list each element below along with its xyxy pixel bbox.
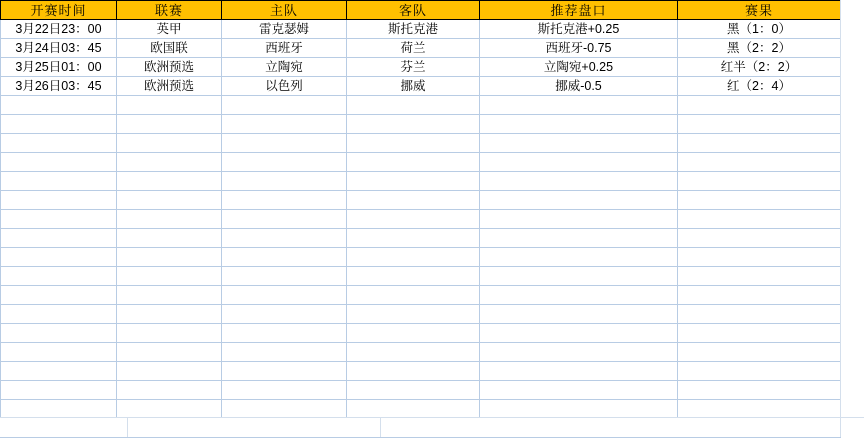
cell-empty bbox=[480, 229, 678, 248]
cell-empty bbox=[678, 400, 841, 419]
cell-empty bbox=[222, 343, 347, 362]
cell-empty bbox=[222, 267, 347, 286]
cell-result: 黑（1：0） bbox=[678, 20, 841, 39]
cell-empty bbox=[480, 267, 678, 286]
cell-empty bbox=[347, 362, 480, 381]
cell-empty bbox=[678, 191, 841, 210]
cell-empty bbox=[1, 210, 117, 229]
table-row-empty[interactable] bbox=[1, 381, 841, 400]
cell-empty bbox=[222, 286, 347, 305]
cell-empty bbox=[347, 267, 480, 286]
table-row-empty[interactable] bbox=[1, 229, 841, 248]
cell-away: 挪威 bbox=[347, 77, 480, 96]
cell-empty bbox=[222, 172, 347, 191]
cell-handicap: 西班牙-0.75 bbox=[480, 39, 678, 58]
cell-empty bbox=[117, 96, 222, 115]
cell-empty bbox=[1, 343, 117, 362]
cell-empty bbox=[678, 172, 841, 191]
cell-result: 红半（2：2） bbox=[678, 58, 841, 77]
cell-empty bbox=[480, 381, 678, 400]
cell-empty bbox=[1, 229, 117, 248]
cell-empty bbox=[678, 381, 841, 400]
cell-empty bbox=[480, 172, 678, 191]
cell-time: 3月25日01：00 bbox=[1, 58, 117, 77]
cell-empty bbox=[678, 305, 841, 324]
header-cell-handicap: 推荐盘口 bbox=[480, 1, 678, 20]
cell-empty bbox=[480, 153, 678, 172]
table-row[interactable] bbox=[1, 77, 841, 96]
cell-empty bbox=[117, 324, 222, 343]
cell-empty bbox=[1, 134, 117, 153]
cell-home: 西班牙 bbox=[222, 39, 347, 58]
cell-empty bbox=[1, 286, 117, 305]
cell-home: 以色列 bbox=[222, 77, 347, 96]
cell-empty bbox=[117, 210, 222, 229]
cell-empty bbox=[117, 381, 222, 400]
cell-empty bbox=[222, 305, 347, 324]
cell-empty bbox=[347, 210, 480, 229]
cell-empty bbox=[347, 191, 480, 210]
cell-empty bbox=[1, 191, 117, 210]
cell-empty bbox=[222, 191, 347, 210]
cell-empty bbox=[1, 115, 117, 134]
cell-empty bbox=[347, 324, 480, 343]
table-row-empty[interactable] bbox=[1, 248, 841, 267]
cell-empty bbox=[117, 229, 222, 248]
cell-empty bbox=[347, 134, 480, 153]
sheet-bottom-margin bbox=[0, 417, 864, 437]
cell-empty bbox=[480, 324, 678, 343]
header-cell-time: 开赛时间 bbox=[1, 1, 117, 20]
cell-empty bbox=[678, 343, 841, 362]
table-header-row bbox=[1, 1, 841, 20]
cell-empty bbox=[1, 381, 117, 400]
header-cell-home: 主队 bbox=[222, 1, 347, 20]
cell-empty bbox=[480, 248, 678, 267]
cell-empty bbox=[117, 305, 222, 324]
cell-empty bbox=[117, 400, 222, 419]
cell-empty bbox=[1, 153, 117, 172]
table-row-empty[interactable] bbox=[1, 400, 841, 419]
cell-empty bbox=[1, 400, 117, 419]
cell-empty bbox=[1, 324, 117, 343]
cell-empty bbox=[222, 153, 347, 172]
cell-empty bbox=[347, 305, 480, 324]
table-row-empty[interactable] bbox=[1, 324, 841, 343]
cell-empty bbox=[117, 267, 222, 286]
cell-empty bbox=[222, 210, 347, 229]
cell-empty bbox=[222, 134, 347, 153]
cell-empty bbox=[1, 305, 117, 324]
cell-empty bbox=[347, 400, 480, 419]
cell-empty bbox=[480, 305, 678, 324]
cell-empty bbox=[347, 381, 480, 400]
cell-empty bbox=[1, 362, 117, 381]
cell-empty bbox=[480, 343, 678, 362]
cell-away: 芬兰 bbox=[347, 58, 480, 77]
cell-empty bbox=[222, 381, 347, 400]
cell-league: 欧洲预选 bbox=[117, 77, 222, 96]
cell-league: 欧洲预选 bbox=[117, 58, 222, 77]
cell-empty bbox=[678, 362, 841, 381]
table-row-empty[interactable] bbox=[1, 115, 841, 134]
cell-empty bbox=[678, 210, 841, 229]
cell-result: 黑（2：2） bbox=[678, 39, 841, 58]
cell-empty bbox=[480, 115, 678, 134]
cell-empty bbox=[347, 172, 480, 191]
table-row-empty[interactable] bbox=[1, 134, 841, 153]
cell-empty bbox=[678, 153, 841, 172]
cell-empty bbox=[1, 267, 117, 286]
cell-home: 立陶宛 bbox=[222, 58, 347, 77]
sheet-right-margin bbox=[840, 0, 864, 437]
cell-empty bbox=[480, 362, 678, 381]
cell-empty bbox=[117, 343, 222, 362]
cell-empty bbox=[347, 96, 480, 115]
cell-empty bbox=[117, 248, 222, 267]
cell-empty bbox=[480, 134, 678, 153]
cell-empty bbox=[117, 134, 222, 153]
cell-empty bbox=[347, 286, 480, 305]
cell-away: 斯托克港 bbox=[347, 20, 480, 39]
cell-time: 3月26日03：45 bbox=[1, 77, 117, 96]
cell-empty bbox=[1, 248, 117, 267]
cell-away: 荷兰 bbox=[347, 39, 480, 58]
cell-empty bbox=[480, 191, 678, 210]
cell-empty bbox=[678, 229, 841, 248]
cell-empty bbox=[678, 324, 841, 343]
table-row-empty[interactable] bbox=[1, 343, 841, 362]
cell-empty bbox=[117, 286, 222, 305]
cell-league: 欧国联 bbox=[117, 39, 222, 58]
cell-result: 红（2：4） bbox=[678, 77, 841, 96]
cell-empty bbox=[480, 400, 678, 419]
table-row-empty[interactable] bbox=[1, 153, 841, 172]
cell-empty bbox=[1, 172, 117, 191]
cell-empty bbox=[347, 248, 480, 267]
cell-empty bbox=[678, 96, 841, 115]
cell-empty bbox=[222, 362, 347, 381]
table-row-empty[interactable] bbox=[1, 96, 841, 115]
cell-home: 雷克瑟姆 bbox=[222, 20, 347, 39]
cell-empty bbox=[480, 286, 678, 305]
table-row[interactable] bbox=[1, 39, 841, 58]
cell-empty bbox=[678, 115, 841, 134]
cell-empty bbox=[678, 267, 841, 286]
table-row[interactable] bbox=[1, 20, 841, 39]
cell-time: 3月22日23：00 bbox=[1, 20, 117, 39]
cell-empty bbox=[222, 324, 347, 343]
cell-handicap: 斯托克港+0.25 bbox=[480, 20, 678, 39]
cell-empty bbox=[678, 134, 841, 153]
table-row-empty[interactable] bbox=[1, 286, 841, 305]
cell-handicap: 挪威-0.5 bbox=[480, 77, 678, 96]
header-cell-away: 客队 bbox=[347, 1, 480, 20]
header-cell-result: 赛果 bbox=[678, 1, 841, 20]
cell-empty bbox=[347, 153, 480, 172]
cell-empty bbox=[347, 229, 480, 248]
table-row[interactable] bbox=[1, 58, 841, 77]
cell-empty bbox=[1, 96, 117, 115]
cell-empty bbox=[222, 229, 347, 248]
cell-league: 英甲 bbox=[117, 20, 222, 39]
cell-empty bbox=[678, 286, 841, 305]
cell-empty bbox=[222, 115, 347, 134]
table-row-empty[interactable] bbox=[1, 191, 841, 210]
header-cell-league: 联赛 bbox=[117, 1, 222, 20]
cell-empty bbox=[347, 115, 480, 134]
cell-empty bbox=[222, 96, 347, 115]
table-row-empty[interactable] bbox=[1, 172, 841, 191]
cell-empty bbox=[117, 172, 222, 191]
cell-empty bbox=[480, 210, 678, 229]
cell-empty bbox=[117, 362, 222, 381]
cell-empty bbox=[678, 248, 841, 267]
cell-empty bbox=[222, 248, 347, 267]
cell-empty bbox=[117, 153, 222, 172]
cell-empty bbox=[117, 191, 222, 210]
table-row-empty[interactable] bbox=[1, 362, 841, 381]
table-row-empty[interactable] bbox=[1, 267, 841, 286]
cell-empty bbox=[117, 115, 222, 134]
cell-empty bbox=[480, 96, 678, 115]
cell-empty bbox=[222, 400, 347, 419]
cell-time: 3月24日03：45 bbox=[1, 39, 117, 58]
cell-empty bbox=[347, 343, 480, 362]
table-row-empty[interactable] bbox=[1, 305, 841, 324]
table-row-empty[interactable] bbox=[1, 210, 841, 229]
cell-handicap: 立陶宛+0.25 bbox=[480, 58, 678, 77]
